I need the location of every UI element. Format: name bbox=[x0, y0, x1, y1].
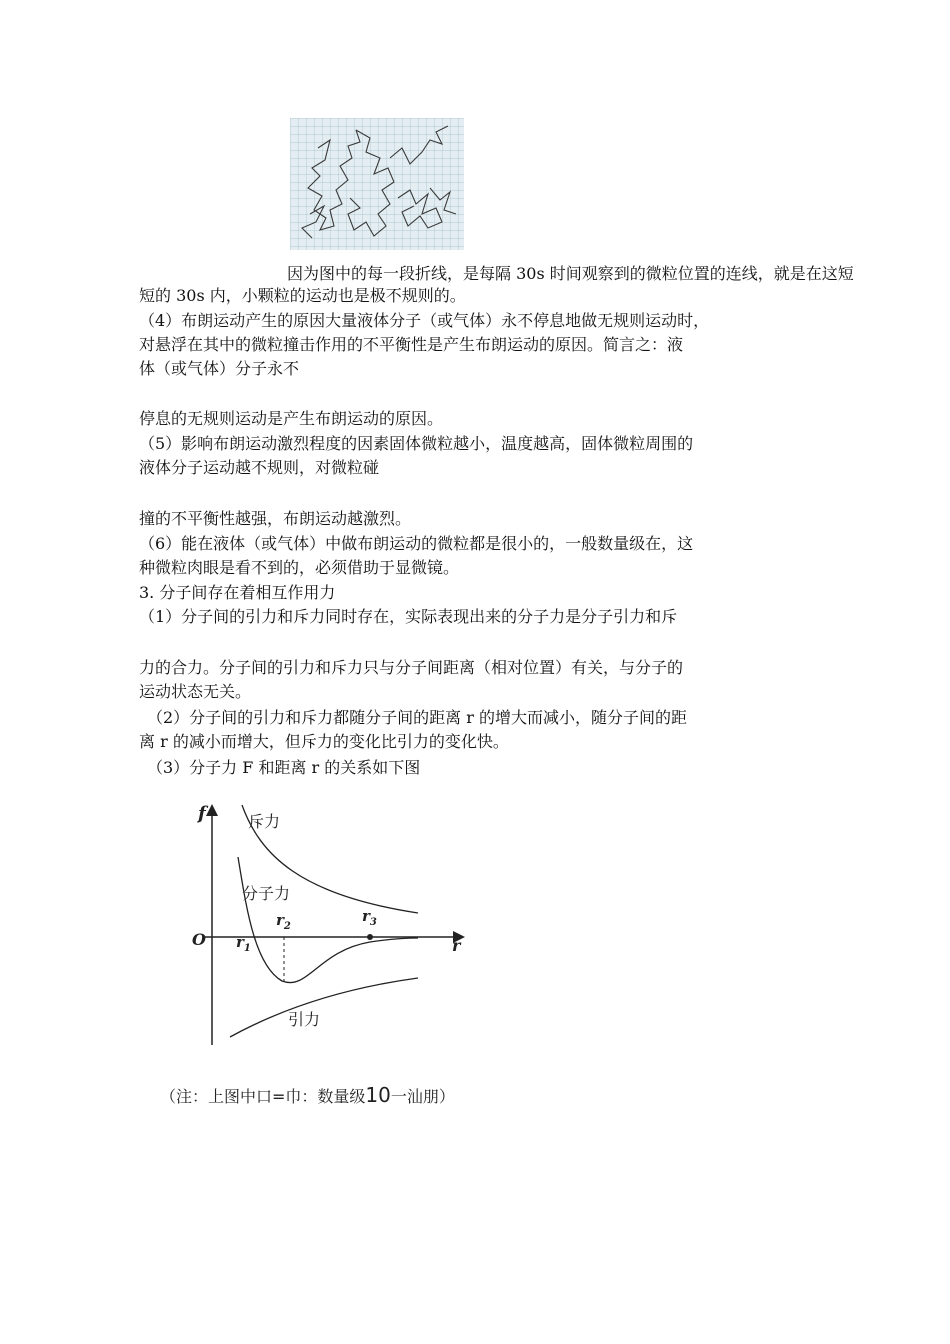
text-line: 种微粒肉眼是看不到的，必须借助于显微镜。 bbox=[139, 558, 460, 577]
molecular-force-label: 分子力 bbox=[242, 884, 291, 903]
text-line: 液体分子运动越不规则，对微粒碰 bbox=[139, 458, 380, 477]
attraction-label: 引力 bbox=[288, 1010, 321, 1029]
text-line: （4）布朗运动产生的原因大量液体分子（或气体）永不停息地做无规则运动时， bbox=[139, 311, 710, 330]
r3-point bbox=[367, 934, 373, 940]
text-line: 短的 30s 内，小颗粒的运动也是极不规则的。 bbox=[139, 286, 466, 305]
text-line: （1）分子间的引力和斥力同时存在，实际表现出来的分子力是分子引力和斥 bbox=[139, 607, 678, 626]
text-line: 离 r 的减小而增大，但斥力的变化比引力的变化快。 bbox=[139, 732, 509, 751]
x-axis-label: r bbox=[452, 936, 461, 955]
text-line: 体（或气体）分子永不 bbox=[139, 359, 300, 378]
origin-label: O bbox=[192, 930, 206, 949]
text-line: （3）分子力 F 和距离 r 的关系如下图 bbox=[147, 758, 421, 777]
r3-label: $r_3$ bbox=[362, 907, 377, 928]
y-axis-label: f bbox=[198, 803, 206, 824]
molecular-force-curve bbox=[238, 857, 418, 983]
figure-note bbox=[160, 1083, 455, 1107]
note-part1: （注：上图中口=巾：数量级 bbox=[160, 1087, 366, 1106]
text-line: （2）分子间的引力和斥力都随分子间的距离 r 的增大而减小，随分子间的距 bbox=[147, 708, 688, 727]
text-line: 对悬浮在其中的微粒撞击作用的不平衡性是产生布朗运动的原因。简言之：液 bbox=[139, 335, 684, 354]
text-line: 撞的不平衡性越强，布朗运动越激烈。 bbox=[139, 509, 412, 528]
text-line: 因为图中的每一段折线，是每隔 30s 时间观察到的微粒位置的连线，就是在这短 bbox=[287, 264, 854, 283]
note-part2: 一汕朋） bbox=[390, 1087, 455, 1106]
text-line: 停息的无规则运动是产生布朗运动的原因。 bbox=[139, 409, 444, 428]
attraction-curve bbox=[230, 978, 418, 1037]
r1-label: $r_1$ bbox=[236, 933, 251, 954]
text-line: （6）能在液体（或气体）中做布朗运动的微粒都是很小的，一般数量级在，这 bbox=[139, 534, 694, 553]
brownian-motion-figure bbox=[290, 118, 464, 250]
text-line: 力的合力。分子间的引力和斥力只与分子间距离（相对位置）有关，与分子的 bbox=[139, 658, 684, 677]
text-line: 运动状态无关。 bbox=[139, 682, 252, 701]
note-exponent-base: 10 bbox=[365, 1083, 391, 1107]
r2-label: $r_2$ bbox=[276, 911, 291, 932]
text-line: （5）影响布朗运动激烈程度的因素固体微粒越小，温度越高，固体微粒周围的 bbox=[139, 434, 694, 453]
repulsion-label: 斥力 bbox=[248, 812, 281, 831]
force-distance-graph bbox=[190, 795, 470, 1050]
section-heading: 3. 分子间存在着相互作用力 bbox=[139, 583, 336, 602]
